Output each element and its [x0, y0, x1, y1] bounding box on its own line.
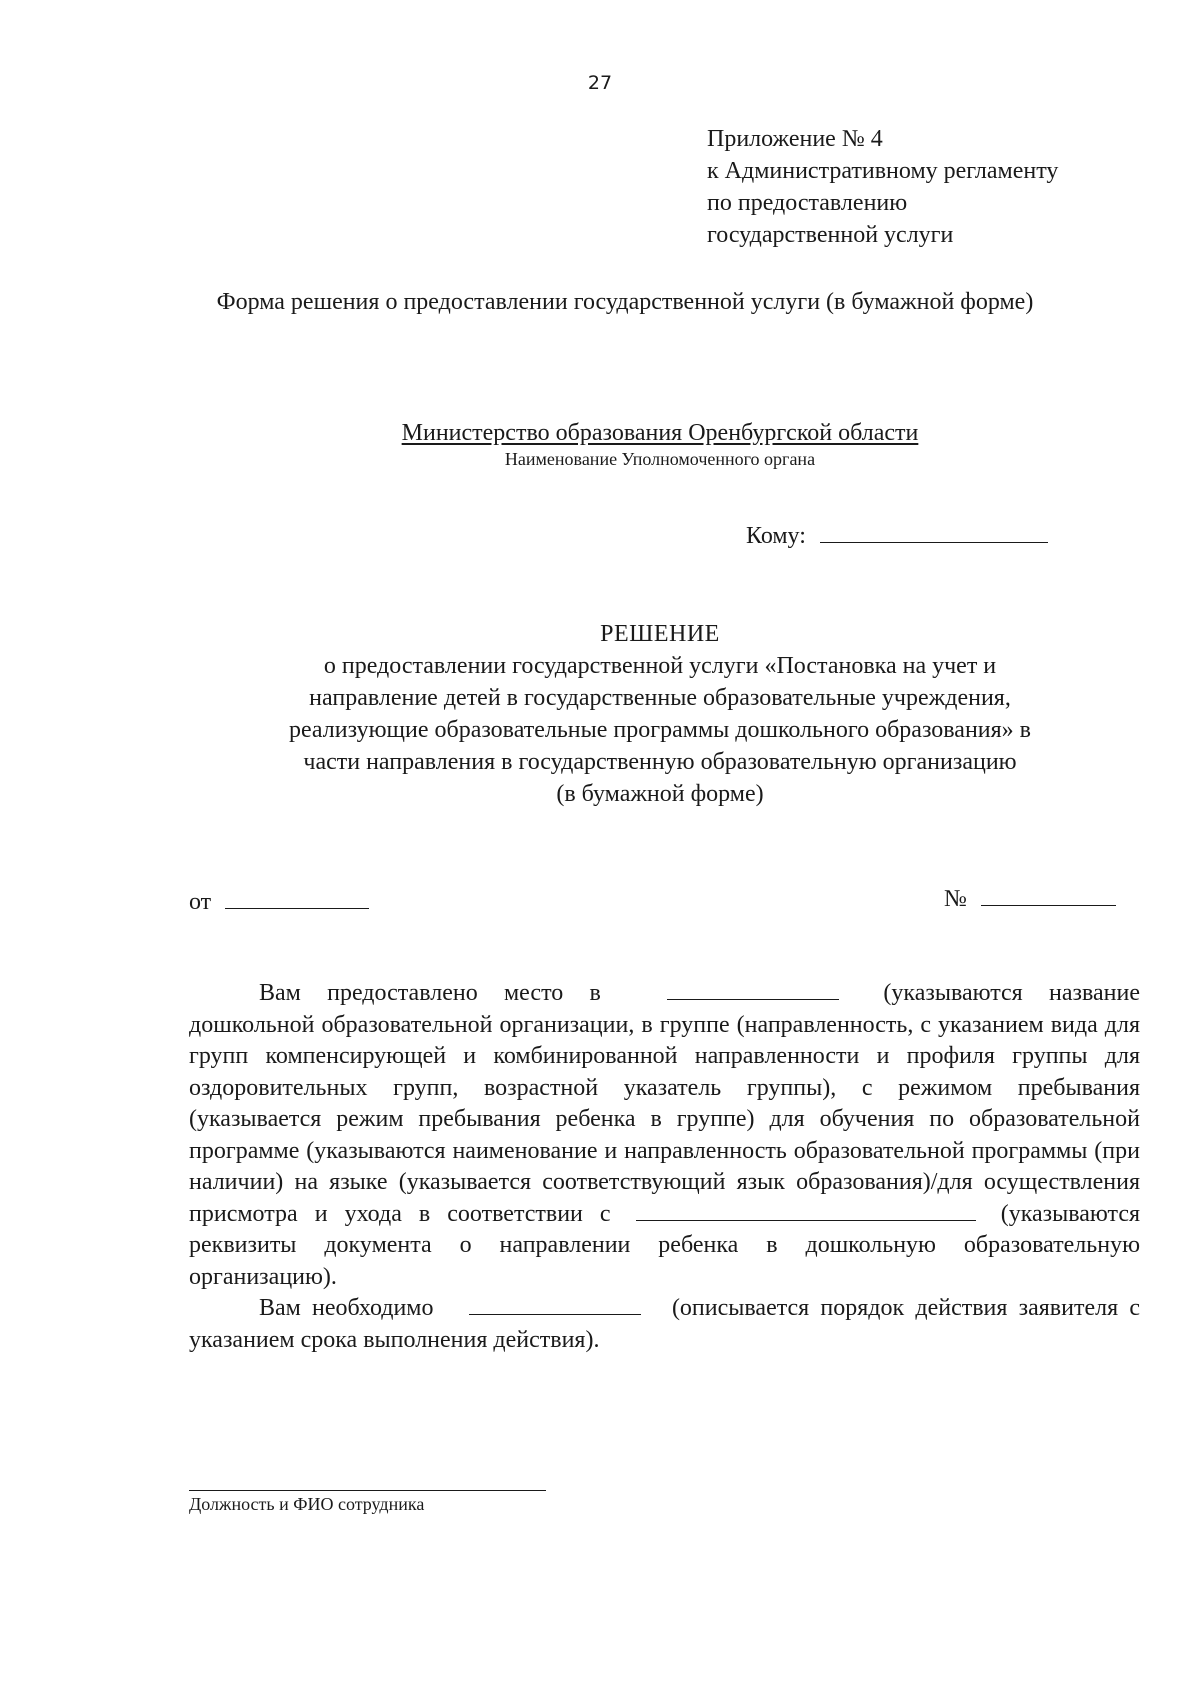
- authority-name: Министерство образования Оренбургской области: [401, 420, 919, 446]
- decision-body: [189, 978, 1140, 1356]
- date-label: от: [189, 889, 212, 915]
- form-title: Форма решения о предоставлении государственной услуги (в бумажной форме): [216, 289, 1034, 315]
- p1-text-start: Вам предоставлено место в: [259, 980, 601, 1006]
- appendix-line-3: по предоставлению: [707, 190, 908, 216]
- body-paragraph-2: [189, 1293, 1140, 1356]
- signature-caption: Должность и ФИО сотрудника: [189, 1494, 425, 1514]
- appendix-header: [707, 123, 1058, 251]
- decision-line-5: (в бумажной форме): [556, 781, 764, 807]
- p2-text-start: Вам необходимо: [259, 1295, 434, 1321]
- p1-text-end: (указываются реквизиты документа о направлении ребенка в дошкольную образовательную организацию).: [189, 1200, 1141, 1290]
- decision-line-1: о предоставлении государственной услуги «Постановка на учет и: [323, 653, 997, 679]
- body-paragraph-1: [189, 978, 1140, 1293]
- number-field: [944, 885, 1116, 913]
- organization-blank[interactable]: [667, 979, 839, 1000]
- page-number: 27: [587, 72, 613, 94]
- document-blank[interactable]: [636, 1200, 976, 1221]
- appendix-line-2: к Административному регламенту: [707, 158, 1059, 184]
- decision-heading: РЕШЕНИЕ: [600, 621, 720, 647]
- appendix-line-1: Приложение № 4: [707, 126, 883, 152]
- date-field: [189, 888, 369, 916]
- decision-line-3: реализующие образовательные программы дошкольного образования» в: [288, 717, 1032, 743]
- recipient-field: [746, 522, 1048, 550]
- signature-line[interactable]: [189, 1490, 546, 1491]
- date-blank[interactable]: [225, 888, 369, 909]
- recipient-label: Кому:: [746, 523, 806, 549]
- decision-line-2: направление детей в государственные образовательные учреждения,: [309, 685, 1011, 711]
- authority-caption: Наименование Уполномоченного органа: [504, 449, 816, 469]
- p2-text-end: (описывается порядок действия заявителя с указанием срока выполнения действия).: [189, 1295, 1141, 1353]
- decision-title: [160, 618, 1160, 810]
- p1-text-middle: (указываются название дошкольной образовательной организации, в группе (направленность, с указанием вида для групп компенсирующей и комбинированной направленности и профиля группы для оздоровительных групп, возрастной указатель группы), с режимом пребывания (указывается режим пребывания ребенка в группе) для обучения по образовательной программе (указываются наименование и направленность образовательной программы (при наличии) на языке (указывается соответствующий язык образования)/для осуществления присмотра и ухода в соответствии с: [189, 980, 1140, 1227]
- decision-line-4: части направления в государственную образовательную организацию: [303, 749, 1017, 775]
- action-blank[interactable]: [469, 1294, 641, 1315]
- recipient-blank[interactable]: [820, 522, 1048, 543]
- number-blank[interactable]: [981, 885, 1116, 906]
- appendix-line-4: государственной услуги: [707, 222, 954, 248]
- authority-block: [0, 418, 1200, 470]
- number-label: №: [944, 886, 967, 912]
